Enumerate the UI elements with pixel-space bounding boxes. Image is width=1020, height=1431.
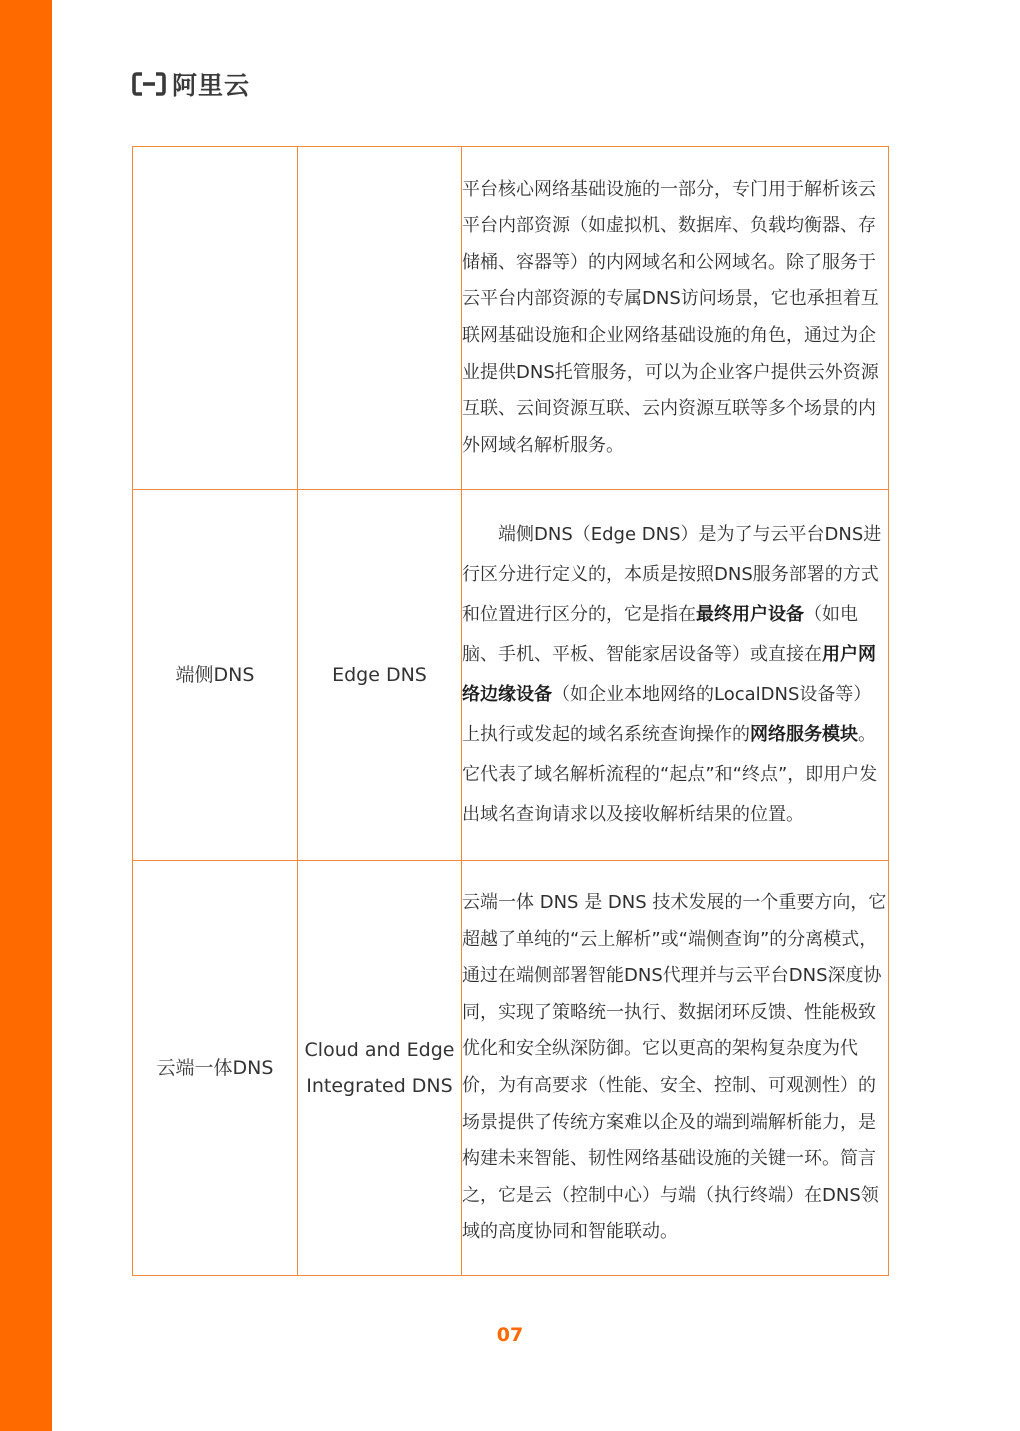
description-cell — [462, 861, 889, 1276]
description-cell — [462, 147, 889, 490]
term-cn-cell: 云端一体DNS — [133, 861, 298, 1276]
description-text: 平台核心网络基础设施的一部分，专门用于解析该云平台内部资源（如虚拟机、数据库、负载均衡器、存储桶、容器等）的内网域名和公网域名。除了服务于云平台内部资源的专属DNS访问场景，它也承担着互联网基础设施和企业网络基础设施的角色，通过为企业提供DNS托管服务，可以为企业客户提供云外资源互联、云间资源互联、云内资源互联等多个场景的内外网域名解析服务。 — [462, 178, 879, 456]
logo-text: 阿里云 — [172, 71, 251, 100]
desc-segment: 端侧DNS（Edge DNS）是为了与云平台DNS进行区分进行定义的，本质是按照DNS服务部署的方式和位置进行区分的，它是指在 — [462, 524, 882, 625]
term-cn-cell: 端侧DNS — [133, 490, 298, 861]
desc-segment: （如企业本地网络的LocalDNS设备等）上执行或发起的域名系统查询操作的 — [462, 684, 872, 745]
desc-segment: 。它代表了域名解析流程的“起点”和“终点”，即用户发出域名查询请求以及接收解析结果的位置。 — [462, 724, 878, 825]
term-en-cell: Cloud and Edge Integrated DNS — [298, 861, 462, 1276]
table-row — [133, 490, 889, 861]
desc-bold-segment: 网络服务模块 — [750, 724, 858, 745]
desc-bold-segment: 用户网络边缘设备 — [462, 644, 876, 705]
term-cn-cell — [133, 147, 298, 490]
desc-segment: （如电脑、手机、平板、智能家居设备等）或直接在 — [462, 604, 858, 665]
description-text — [462, 515, 888, 835]
desc-bold-segment: 最终用户设备 — [696, 604, 804, 625]
table-row — [133, 147, 889, 490]
description-text: 云端一体 DNS 是 DNS 技术发展的一个重要方向，它超越了单纯的“云上解析”或“端侧查询”的分离模式，通过在端侧部署智能DNS代理并与云平台DNS深度协同，实现了策略统一执行、数据闭环反馈、性能极致优化和安全纵深防御。它以更高的架构复杂度为代价，为有高要求（性能、安全、控制、可观测性）的场景提供了传统方案难以企及的端到端解析能力，是构建未来智能、韧性网络基础设施的关键一环。简言之，它是云（控制中心）与端（执行终端）在DNS领域的高度协同和智能联动。 — [462, 892, 887, 1243]
definitions-table — [132, 146, 889, 1276]
orange-side-bar — [0, 0, 52, 1431]
aliyun-logo-icon — [132, 69, 166, 99]
term-en-cell: Edge DNS — [298, 490, 462, 861]
description-cell — [462, 490, 889, 861]
table-row — [133, 861, 889, 1276]
brand-logo — [132, 66, 250, 102]
page-number: 07 — [496, 1324, 524, 1346]
term-en-cell — [298, 147, 462, 490]
